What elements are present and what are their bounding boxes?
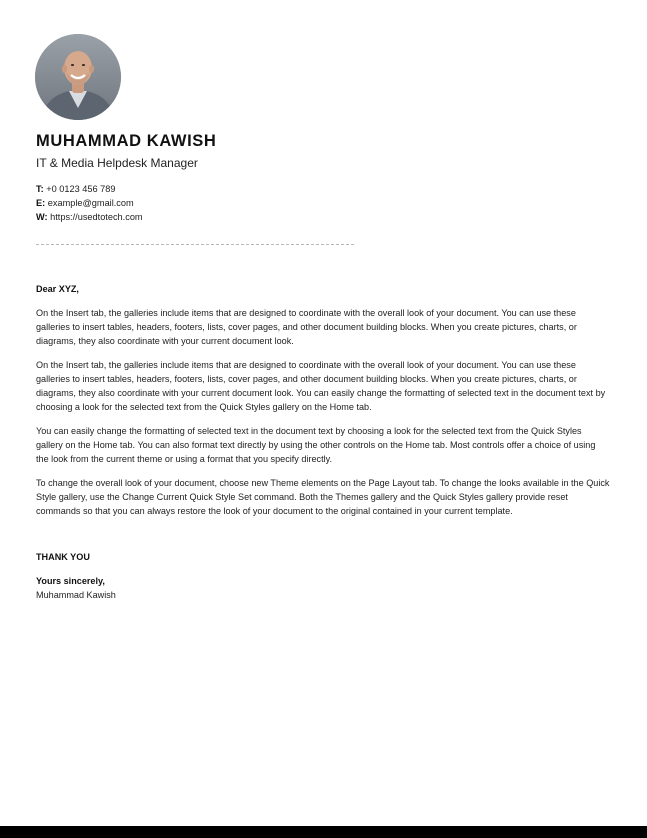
- header-divider: [36, 244, 354, 245]
- letter-body: [36, 283, 610, 603]
- contact-phone-label: T:: [36, 184, 44, 194]
- contact-website-value: https://usedtotech.com: [50, 212, 143, 222]
- contact-phone-value: +0 0123 456 789: [46, 184, 116, 194]
- contact-email-label: E:: [36, 198, 46, 208]
- contact-phone: [36, 182, 143, 196]
- contact-email: [36, 196, 143, 210]
- thank-you-line: THANK YOU: [36, 552, 90, 563]
- contact-info: [36, 182, 143, 224]
- bottom-edge-bar: [0, 826, 647, 838]
- contact-email-value: example@gmail.com: [47, 198, 134, 208]
- person-photo-icon: [35, 34, 121, 120]
- letter-paragraph-1: On the Insert tab, the galleries include items that are designed to coordinate with the overall look of your document. You can use these galleries to insert tables, headers, footers, lists, cover pages, and other document building blocks. When you create pictures, charts, or diagrams, they also coordinate with your current document look.: [36, 307, 577, 346]
- contact-website-label: W:: [36, 212, 48, 222]
- salutation: Dear XYZ,: [36, 284, 79, 294]
- applicant-name: MUHAMMAD KAWISH: [36, 132, 217, 150]
- letter-paragraph-4: To change the overall look of your document, choose new Theme elements on the Page Layout tab. To change the looks available in the Quick Style gallery, use the Change Current Quick Style Set command. Both the Themes gallery and the Quick Styles gallery provide reset commands so that you can always restore the look of your document to the original contained in your current template.: [36, 478, 610, 517]
- contact-website: [36, 210, 143, 224]
- signature-name: Muhammad Kawish: [36, 590, 116, 600]
- letter-paragraph-3: You can easily change the formatting of selected text in the document text by choosing a look for the selected text from the Quick Styles gallery on the Home tab. You can also format text directly by using the other controls on the Home tab. Most controls offer a choice of using the look from the current theme or using a format that you specify directly.: [36, 426, 596, 465]
- closing-line: Yours sincerely,: [36, 576, 105, 587]
- profile-photo: [35, 34, 121, 120]
- applicant-role: IT & Media Helpdesk Manager: [36, 156, 198, 170]
- letter-paragraph-2: On the Insert tab, the galleries include items that are designed to coordinate with the overall look of your document. You can use these galleries to insert tables, headers, footers, lists, cover pages, and other document building blocks. When you create pictures, charts, or diagrams, they also coordinate with your current document look. You can easily change the formatting of selected text in the document text by choosing a look for the selected text from the Quick Styles gallery on the Home tab.: [36, 360, 606, 412]
